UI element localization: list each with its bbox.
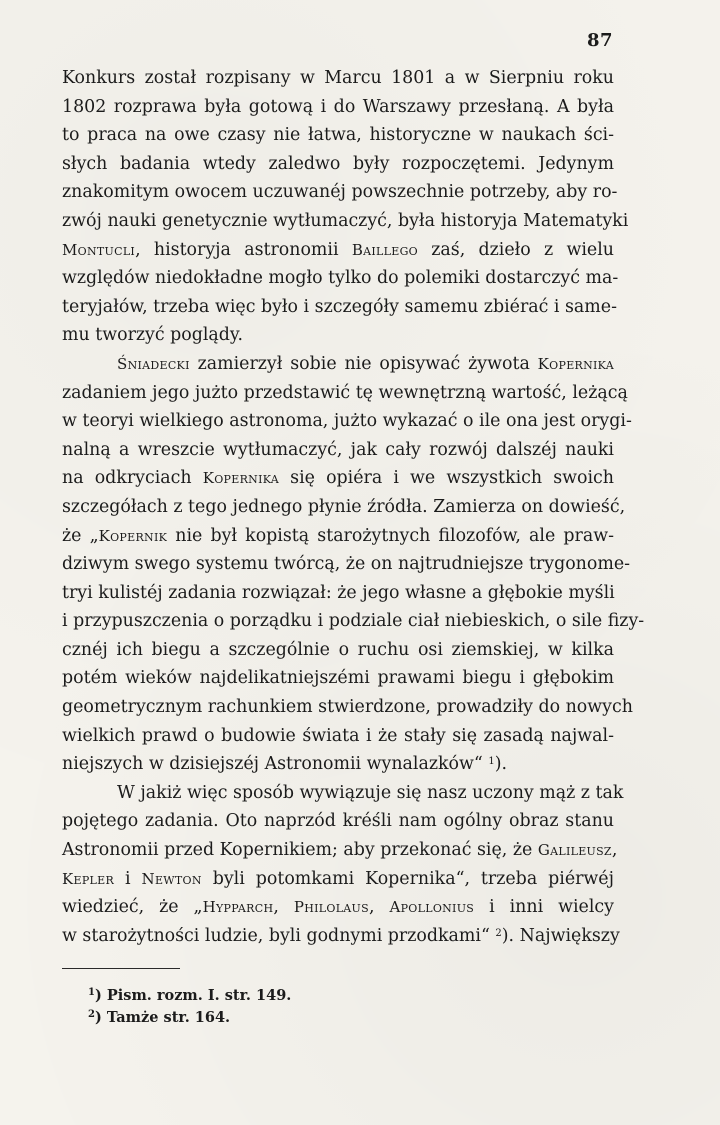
- text-segment: zamierzył sobie nie opisywać żywota: [189, 353, 538, 374]
- footnotes: [88, 985, 388, 1029]
- text-line: [62, 321, 614, 350]
- text-line: [62, 464, 614, 493]
- text-line: [62, 436, 614, 465]
- text-segment: to praca na owe czasy nie łatwa, historyczne w naukach ści-: [62, 125, 614, 146]
- text-segment: zwój nauki genetycznie wytłumaczyć, była historyja Matematyki: [62, 210, 629, 231]
- name-small-caps: Hypparch: [202, 898, 274, 917]
- text-line: [62, 522, 614, 551]
- page-number: 87: [586, 30, 613, 51]
- text-segment: wiedzieć, że „: [62, 897, 203, 918]
- text-line: [62, 493, 626, 522]
- text-line: [62, 207, 629, 236]
- text-segment: Astronomii przed Kopernikiem; aby przekonać się, że: [62, 840, 538, 861]
- text-segment: 1802 rozprawa była gotową i do Warszawy przesłaną. A była: [62, 96, 614, 117]
- text-line: [62, 236, 614, 265]
- name-small-caps: Galileusz: [537, 841, 612, 860]
- text-segment: i przypuszczenia o porządku i podziale ciał niebieskich, o sile fizy-: [62, 611, 645, 632]
- footnote-mark: 1: [88, 987, 95, 998]
- text-line: [62, 807, 614, 836]
- text-line: [62, 750, 614, 779]
- text-line: [62, 93, 614, 122]
- text-line: [62, 722, 614, 751]
- text-segment: cznéj ich biegu a szczególnie o ruchu osi ziemskiej, w kilka: [62, 639, 614, 660]
- text-segment: byli potomkami Kopernika“, trzeba piérwéj: [201, 868, 614, 889]
- text-line: [62, 178, 618, 207]
- name-small-caps: Montucli: [62, 240, 136, 259]
- text-segment: w starożytności ludzie, byli godnymi przodkami“: [62, 925, 496, 946]
- text-segment: ).: [494, 754, 508, 775]
- text-line: [62, 150, 614, 179]
- text-segment: dziwym swego systemu twórcą, że on najtrudniejsze trygonome-: [62, 554, 630, 575]
- text-line: [62, 607, 645, 636]
- footnote-text: ) Tamże str. 164.: [94, 1009, 231, 1026]
- text-segment: potém wieków najdelikatniejszémi prawami biegu i głębokim: [62, 668, 614, 689]
- text-segment: zaś, dzieło z wielu: [417, 239, 614, 260]
- text-segment: względów niedokładne mogło tylko do polemiki dostarczyć ma-: [62, 268, 619, 289]
- footnote: [88, 985, 388, 1007]
- name-small-caps: Śniadecki: [117, 354, 190, 373]
- name-small-caps: Philolaus: [293, 898, 369, 917]
- text-segment: słych badania wtedy zaledwo były rozpoczętemi. Jedynym: [62, 153, 614, 174]
- footnote-text: ) Pism. rozm. I. str. 149.: [94, 987, 292, 1004]
- text-segment: i inni wielcy: [474, 897, 614, 918]
- text-segment: niejszych w dzisiejszéj Astronomii wynalazków“: [62, 754, 489, 775]
- text-line: [62, 550, 630, 579]
- text-line: [62, 350, 614, 379]
- text-line: [62, 636, 614, 665]
- text-segment: zadaniem jego jużto przedstawić tę wewnętrzną wartość, leżącą: [62, 382, 628, 403]
- text-segment: się opiéra i we wszystkich swoich: [279, 468, 615, 489]
- name-small-caps: Apollonius: [389, 898, 475, 917]
- text-segment: pojętego zadania. Oto naprzód kréśli nam ogólny obraz stanu: [62, 811, 614, 832]
- text-segment: w teoryi wielkiego astronoma, jużto wykazać o ile ona jest orygi-: [62, 411, 632, 432]
- text-segment: znakomitym owocem uczuwanéj powszechnie potrzeby, aby ro-: [62, 182, 618, 203]
- text-line: [62, 922, 620, 951]
- name-small-caps: Kopernik: [98, 526, 168, 545]
- text-line: [62, 64, 614, 93]
- text-segment: ). Największy: [501, 925, 620, 946]
- text-line: [62, 893, 614, 922]
- text-segment: ,: [273, 897, 294, 918]
- footnote-mark: 2: [88, 1009, 95, 1020]
- text-segment: mu tworzyć poglądy.: [62, 325, 243, 346]
- text-segment: tryi kulistéj zadania rozwiązał: że jego własne a głębokie myśli: [62, 582, 615, 603]
- name-small-caps: Kopernika: [537, 354, 614, 373]
- text-line: [62, 293, 617, 322]
- footnote-reference: 2: [495, 927, 502, 939]
- footnote-divider: [62, 968, 180, 969]
- text-line: [62, 664, 614, 693]
- text-line: [62, 779, 624, 808]
- footnote-reference: 1: [488, 756, 495, 768]
- text-segment: na odkryciach: [62, 468, 203, 489]
- text-segment: ,: [368, 897, 390, 918]
- text-segment: teryjałów, trzeba więc było i szczegóły samemu zbiérać i same-: [62, 296, 617, 317]
- text-segment: szczegółach z tego jednego płynie źródła. Zamierza on dowieść,: [62, 496, 626, 517]
- text-line: [62, 836, 618, 865]
- text-line: [62, 264, 619, 293]
- text-line: [62, 407, 632, 436]
- name-small-caps: Kepler: [62, 869, 115, 888]
- name-small-caps: Kopernika: [202, 469, 280, 488]
- text-line: [62, 865, 614, 894]
- text-segment: ,: [611, 840, 618, 861]
- text-segment: i: [114, 868, 142, 889]
- text-segment: wielkich prawd o budowie świata i że stały się zasadą najwal-: [62, 725, 614, 746]
- text-segment: nie był kopistą starożytnych filozofów, ale praw-: [167, 525, 614, 546]
- text-line: [62, 693, 633, 722]
- name-small-caps: Newton: [141, 869, 202, 888]
- text-segment: Konkurs został rozpisany w Marcu 1801 a w Sierpniu roku: [62, 68, 614, 88]
- text-segment: nalną a wreszcie wytłumaczyć, jak cały rozwój dalszéj nauki: [62, 439, 614, 460]
- footnote: [88, 1007, 388, 1029]
- text-segment: że „: [62, 525, 99, 546]
- text-line: [62, 379, 628, 408]
- text-segment: geometrycznym rachunkiem stwierdzone, prowadziły do nowych: [62, 697, 633, 718]
- body-text: [62, 64, 645, 950]
- name-small-caps: Baillego: [351, 240, 418, 259]
- text-line: [62, 579, 614, 608]
- text-line: [62, 121, 614, 150]
- text-segment: , historyja astronomii: [135, 239, 352, 260]
- text-segment: W jakiż więc sposób wywiązuje się nasz uczony mąż z tak: [117, 782, 624, 803]
